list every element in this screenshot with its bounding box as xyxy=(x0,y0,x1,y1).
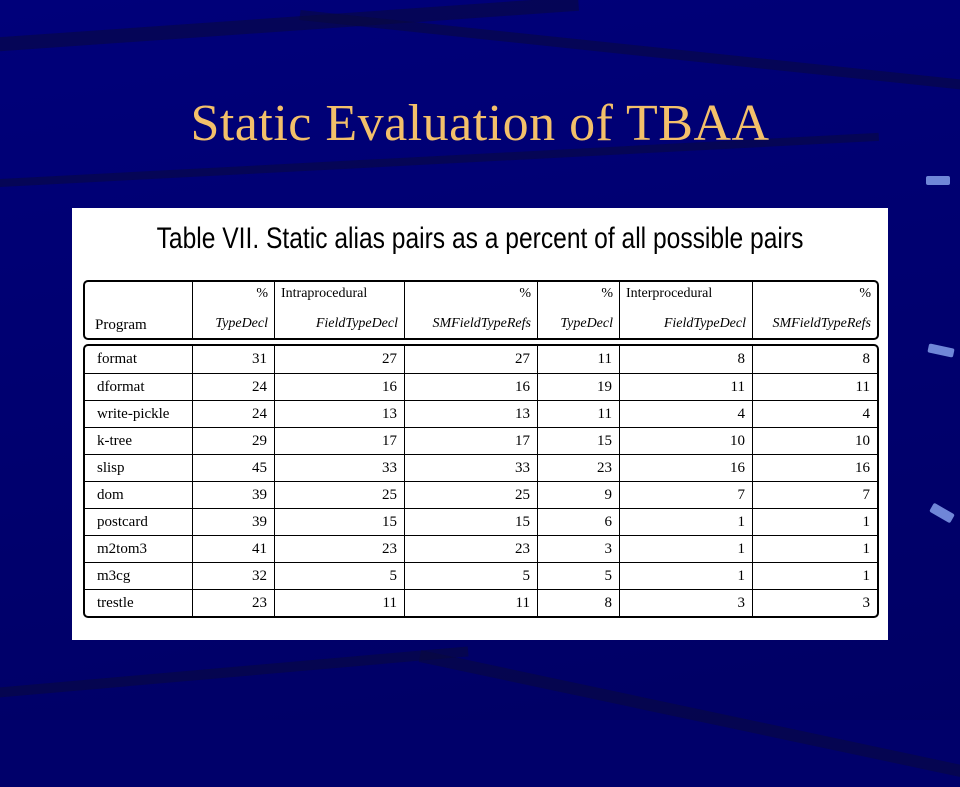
value-cell: 11 xyxy=(752,374,877,400)
value-cell: 1 xyxy=(619,563,752,589)
program-name: write-pickle xyxy=(97,406,170,422)
value-cell: 24 xyxy=(192,401,274,427)
program-name: dom xyxy=(97,487,124,503)
value-cell: 13 xyxy=(404,401,537,427)
value-cell: 32 xyxy=(192,563,274,589)
table-row xyxy=(85,373,877,400)
program-name: m2tom3 xyxy=(97,541,148,557)
program-name: trestle xyxy=(97,595,134,611)
value-cell: 24 xyxy=(192,374,274,400)
value-cell: 23 xyxy=(537,455,619,481)
header-col-5 xyxy=(619,282,752,338)
value-cell: 15 xyxy=(537,428,619,454)
table-row xyxy=(85,346,877,373)
header-col-4-sub: TypeDecl xyxy=(560,316,613,331)
value-cell: 4 xyxy=(752,401,877,427)
value-cell: 16 xyxy=(404,374,537,400)
value-cell: 11 xyxy=(537,401,619,427)
value-cell: 27 xyxy=(404,346,537,373)
table-image-panel xyxy=(72,208,888,640)
table-row xyxy=(85,562,877,589)
value-cell: 39 xyxy=(192,509,274,535)
value-cell: 11 xyxy=(274,590,404,616)
header-col-1 xyxy=(192,282,274,338)
header-col-5-sub: FieldTypeDecl xyxy=(663,316,746,331)
value-cell: 1 xyxy=(752,536,877,562)
value-cell: 1 xyxy=(619,509,752,535)
value-cell: 33 xyxy=(404,455,537,481)
table-row xyxy=(85,427,877,454)
value-cell: 17 xyxy=(404,428,537,454)
program-name: slisp xyxy=(97,460,125,476)
value-cell: 31 xyxy=(192,346,274,373)
table-row xyxy=(85,535,877,562)
header-col-4-pct: % xyxy=(601,286,613,301)
value-cell: 1 xyxy=(752,563,877,589)
program-name: k-tree xyxy=(97,433,132,449)
value-cell: 5 xyxy=(537,563,619,589)
value-cell: 23 xyxy=(274,536,404,562)
value-cell: 8 xyxy=(619,346,752,373)
value-cell: 8 xyxy=(537,590,619,616)
value-cell: 9 xyxy=(537,482,619,508)
value-cell: 15 xyxy=(274,509,404,535)
header-col-6 xyxy=(752,282,877,338)
value-cell: 16 xyxy=(274,374,404,400)
value-cell: 5 xyxy=(274,563,404,589)
value-cell: 16 xyxy=(619,455,752,481)
value-cell: 3 xyxy=(752,590,877,616)
value-cell: 11 xyxy=(404,590,537,616)
header-col-2-group: Intraprocedural xyxy=(281,286,368,301)
slide-title: Static Evaluation of TBAA xyxy=(190,95,770,152)
table-header xyxy=(83,280,879,340)
program-name: m3cg xyxy=(97,568,131,584)
header-col-6-pct: % xyxy=(859,286,871,301)
header-col-2-sub: FieldTypeDecl xyxy=(315,316,398,331)
header-col-1-sub: TypeDecl xyxy=(215,316,268,331)
header-col-3-sub: SMFieldTypeRefs xyxy=(432,316,531,331)
value-cell: 7 xyxy=(619,482,752,508)
header-program xyxy=(85,282,192,338)
header-col-2 xyxy=(274,282,404,338)
value-cell: 45 xyxy=(192,455,274,481)
header-col-4 xyxy=(537,282,619,338)
value-cell: 10 xyxy=(619,428,752,454)
header-program-label: Program xyxy=(95,317,147,333)
value-cell: 8 xyxy=(752,346,877,373)
table-row xyxy=(85,400,877,427)
value-cell: 4 xyxy=(619,401,752,427)
value-cell: 15 xyxy=(404,509,537,535)
header-col-3 xyxy=(404,282,537,338)
program-name: dformat xyxy=(97,379,145,395)
value-cell: 27 xyxy=(274,346,404,373)
value-cell: 11 xyxy=(537,346,619,373)
value-cell: 10 xyxy=(752,428,877,454)
value-cell: 1 xyxy=(619,536,752,562)
value-cell: 29 xyxy=(192,428,274,454)
value-cell: 39 xyxy=(192,482,274,508)
value-cell: 23 xyxy=(192,590,274,616)
table-caption: Table VII. Static alias pairs as a percent of all possible pairs xyxy=(156,222,804,255)
value-cell: 1 xyxy=(752,509,877,535)
header-col-5-group: Interprocedural xyxy=(626,286,713,301)
table-body xyxy=(83,344,879,618)
value-cell: 23 xyxy=(404,536,537,562)
header-col-1-pct: % xyxy=(256,286,268,301)
value-cell: 13 xyxy=(274,401,404,427)
value-cell: 6 xyxy=(537,509,619,535)
header-col-6-sub: SMFieldTypeRefs xyxy=(772,316,871,331)
table-row xyxy=(85,508,877,535)
table-row xyxy=(85,481,877,508)
value-cell: 41 xyxy=(192,536,274,562)
table-row xyxy=(85,589,877,616)
header-col-3-pct: % xyxy=(519,286,531,301)
table-row xyxy=(85,454,877,481)
value-cell: 3 xyxy=(619,590,752,616)
value-cell: 25 xyxy=(404,482,537,508)
value-cell: 17 xyxy=(274,428,404,454)
decorative-accent xyxy=(926,176,950,185)
value-cell: 7 xyxy=(752,482,877,508)
program-name: format xyxy=(97,351,137,367)
value-cell: 19 xyxy=(537,374,619,400)
value-cell: 16 xyxy=(752,455,877,481)
value-cell: 5 xyxy=(404,563,537,589)
value-cell: 25 xyxy=(274,482,404,508)
value-cell: 11 xyxy=(619,374,752,400)
program-name: postcard xyxy=(97,514,148,530)
value-cell: 33 xyxy=(274,455,404,481)
value-cell: 3 xyxy=(537,536,619,562)
